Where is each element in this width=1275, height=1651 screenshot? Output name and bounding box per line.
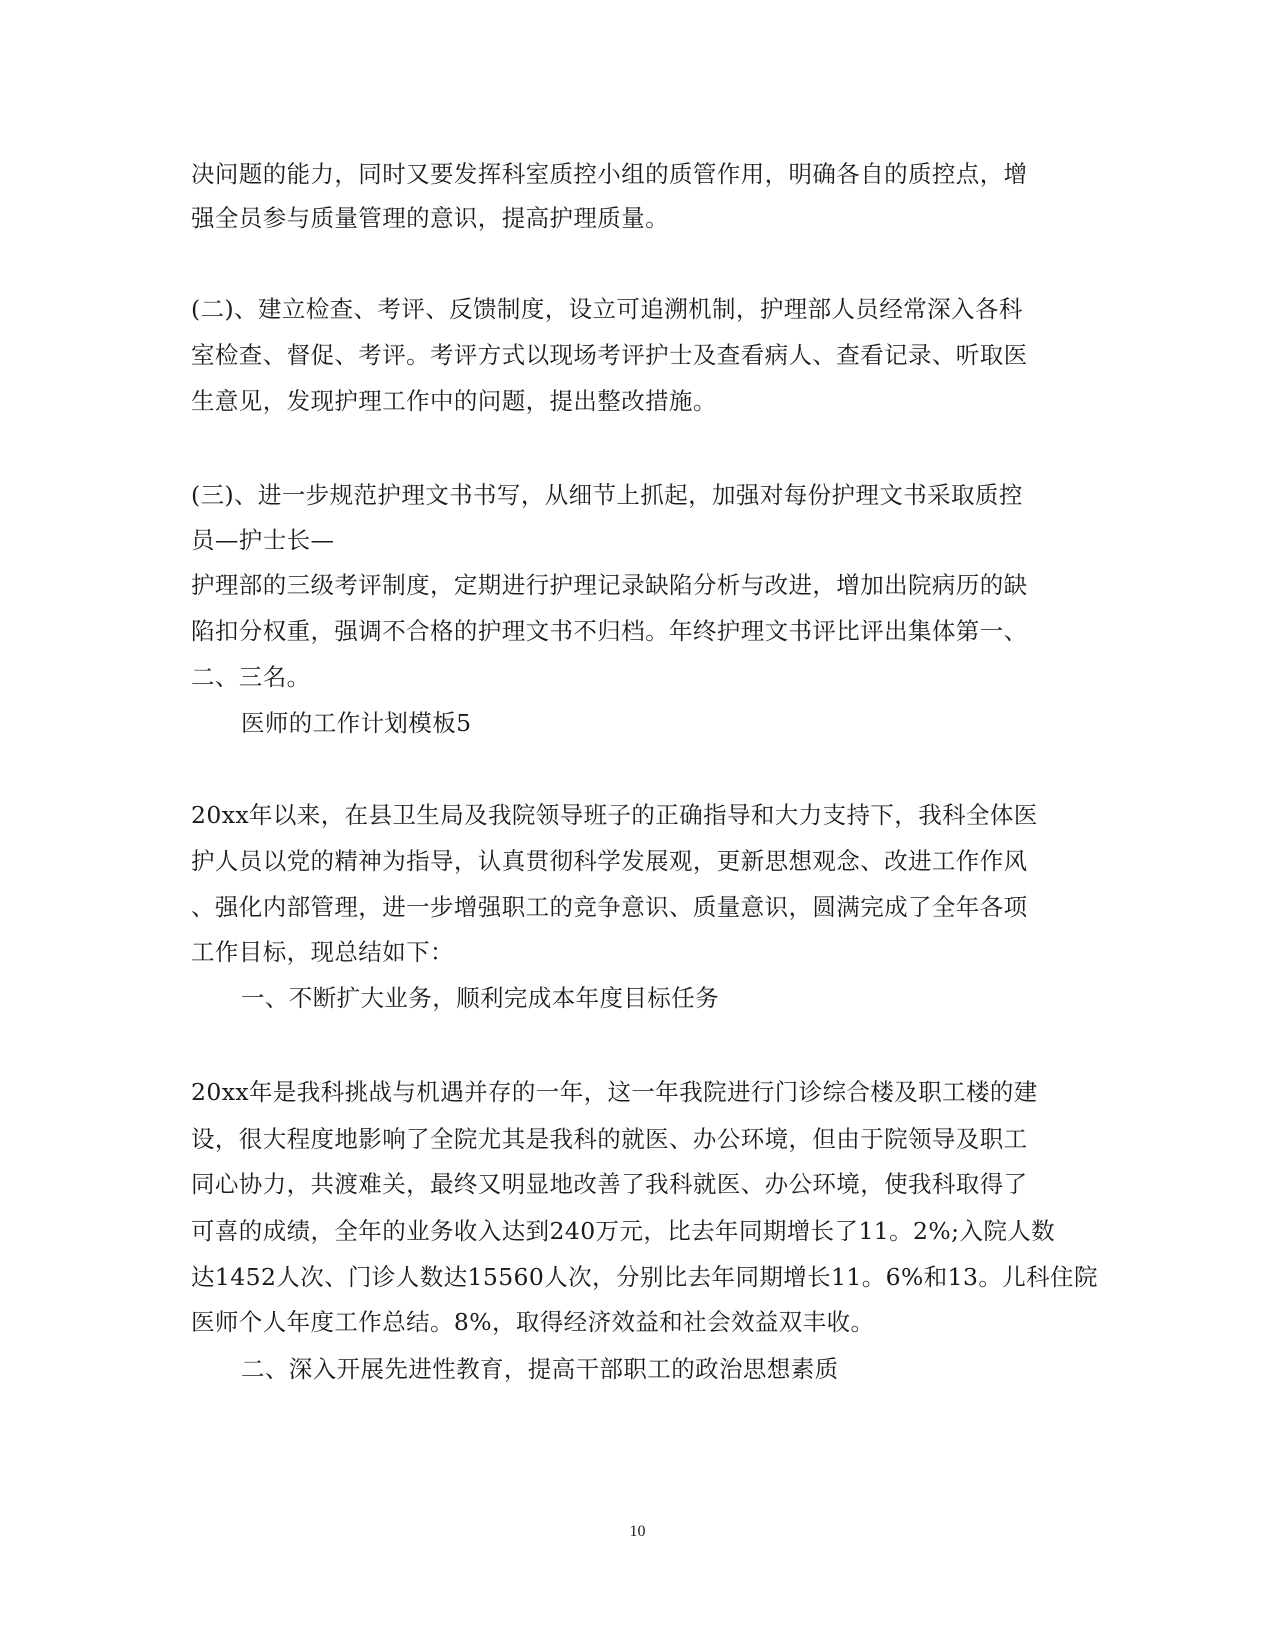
body-text-line: 决问题的能力，同时又要发挥科室质控小组的质管作用，明确各自的质控点，增 — [191, 160, 1028, 188]
body-text-line: 室检查、督促、考评。考评方式以现场考评护士及查看病人、查看记录、听取医 — [191, 341, 1028, 369]
body-text-line: 20xx年以来，在县卫生局及我院领导班子的正确指导和大力支持下，我科全体医 — [191, 801, 1038, 829]
body-text-line: 员—护士长— — [191, 526, 335, 554]
body-text-line: 设，很大程度地影响了全院尤其是我科的就医、办公环境，但由于院领导及职工 — [191, 1125, 1028, 1153]
body-text-line: 、强化内部管理，进一步增强职工的竞争意识、质量意识，圆满完成了全年各项 — [191, 893, 1028, 921]
body-text-line: 护人员以党的精神为指导，认真贯彻科学发展观，更新思想观念、改进工作作风 — [191, 847, 1028, 875]
body-text-line: (二)、建立检查、考评、反馈制度，设立可追溯机制，护理部人员经常深入各科 — [191, 295, 1023, 323]
subsection-heading: 二、深入开展先进性教育，提高干部职工的政治思想素质 — [241, 1355, 839, 1383]
body-text-line: 可喜的成绩，全年的业务收入达到240万元，比去年同期增长了11。2%;入院人数 — [191, 1217, 1056, 1245]
body-text-line: 强全员参与质量管理的意识，提高护理质量。 — [191, 204, 669, 232]
body-text-line: 同心协力，共渡难关，最终又明显地改善了我科就医、办公环境，使我科取得了 — [191, 1170, 1028, 1198]
page-number: 10 — [629, 1523, 646, 1540]
body-text-line: 工作目标，现总结如下： — [191, 938, 454, 966]
body-text-line: 20xx年是我科挑战与机遇并存的一年，这一年我院进行门诊综合楼及职工楼的建 — [191, 1078, 1038, 1106]
body-text-line: 生意见，发现护理工作中的问题，提出整改措施。 — [191, 387, 717, 415]
body-text-line: 医师个人年度工作总结。8%，取得经济效益和社会效益双丰收。 — [191, 1308, 875, 1336]
body-text-line: 二、三名。 — [191, 663, 311, 691]
body-text-line: (三)、进一步规范护理文书书写，从细节上抓起，加强对每份护理文书采取质控 — [191, 481, 1023, 509]
body-text-line: 护理部的三级考评制度，定期进行护理记录缺陷分析与改进，增加出院病历的缺 — [191, 571, 1028, 599]
body-text-line: 达1452人次、门诊人数达15560人次，分别比去年同期增长11。6%和13。儿科住院 — [191, 1263, 1098, 1291]
section-heading: 医师的工作计划模板5 — [241, 709, 472, 737]
body-text-line: 陷扣分权重，强调不合格的护理文书不归档。年终护理文书评比评出集体第一、 — [191, 617, 1028, 645]
subsection-heading: 一、不断扩大业务，顺利完成本年度目标任务 — [241, 984, 719, 1012]
